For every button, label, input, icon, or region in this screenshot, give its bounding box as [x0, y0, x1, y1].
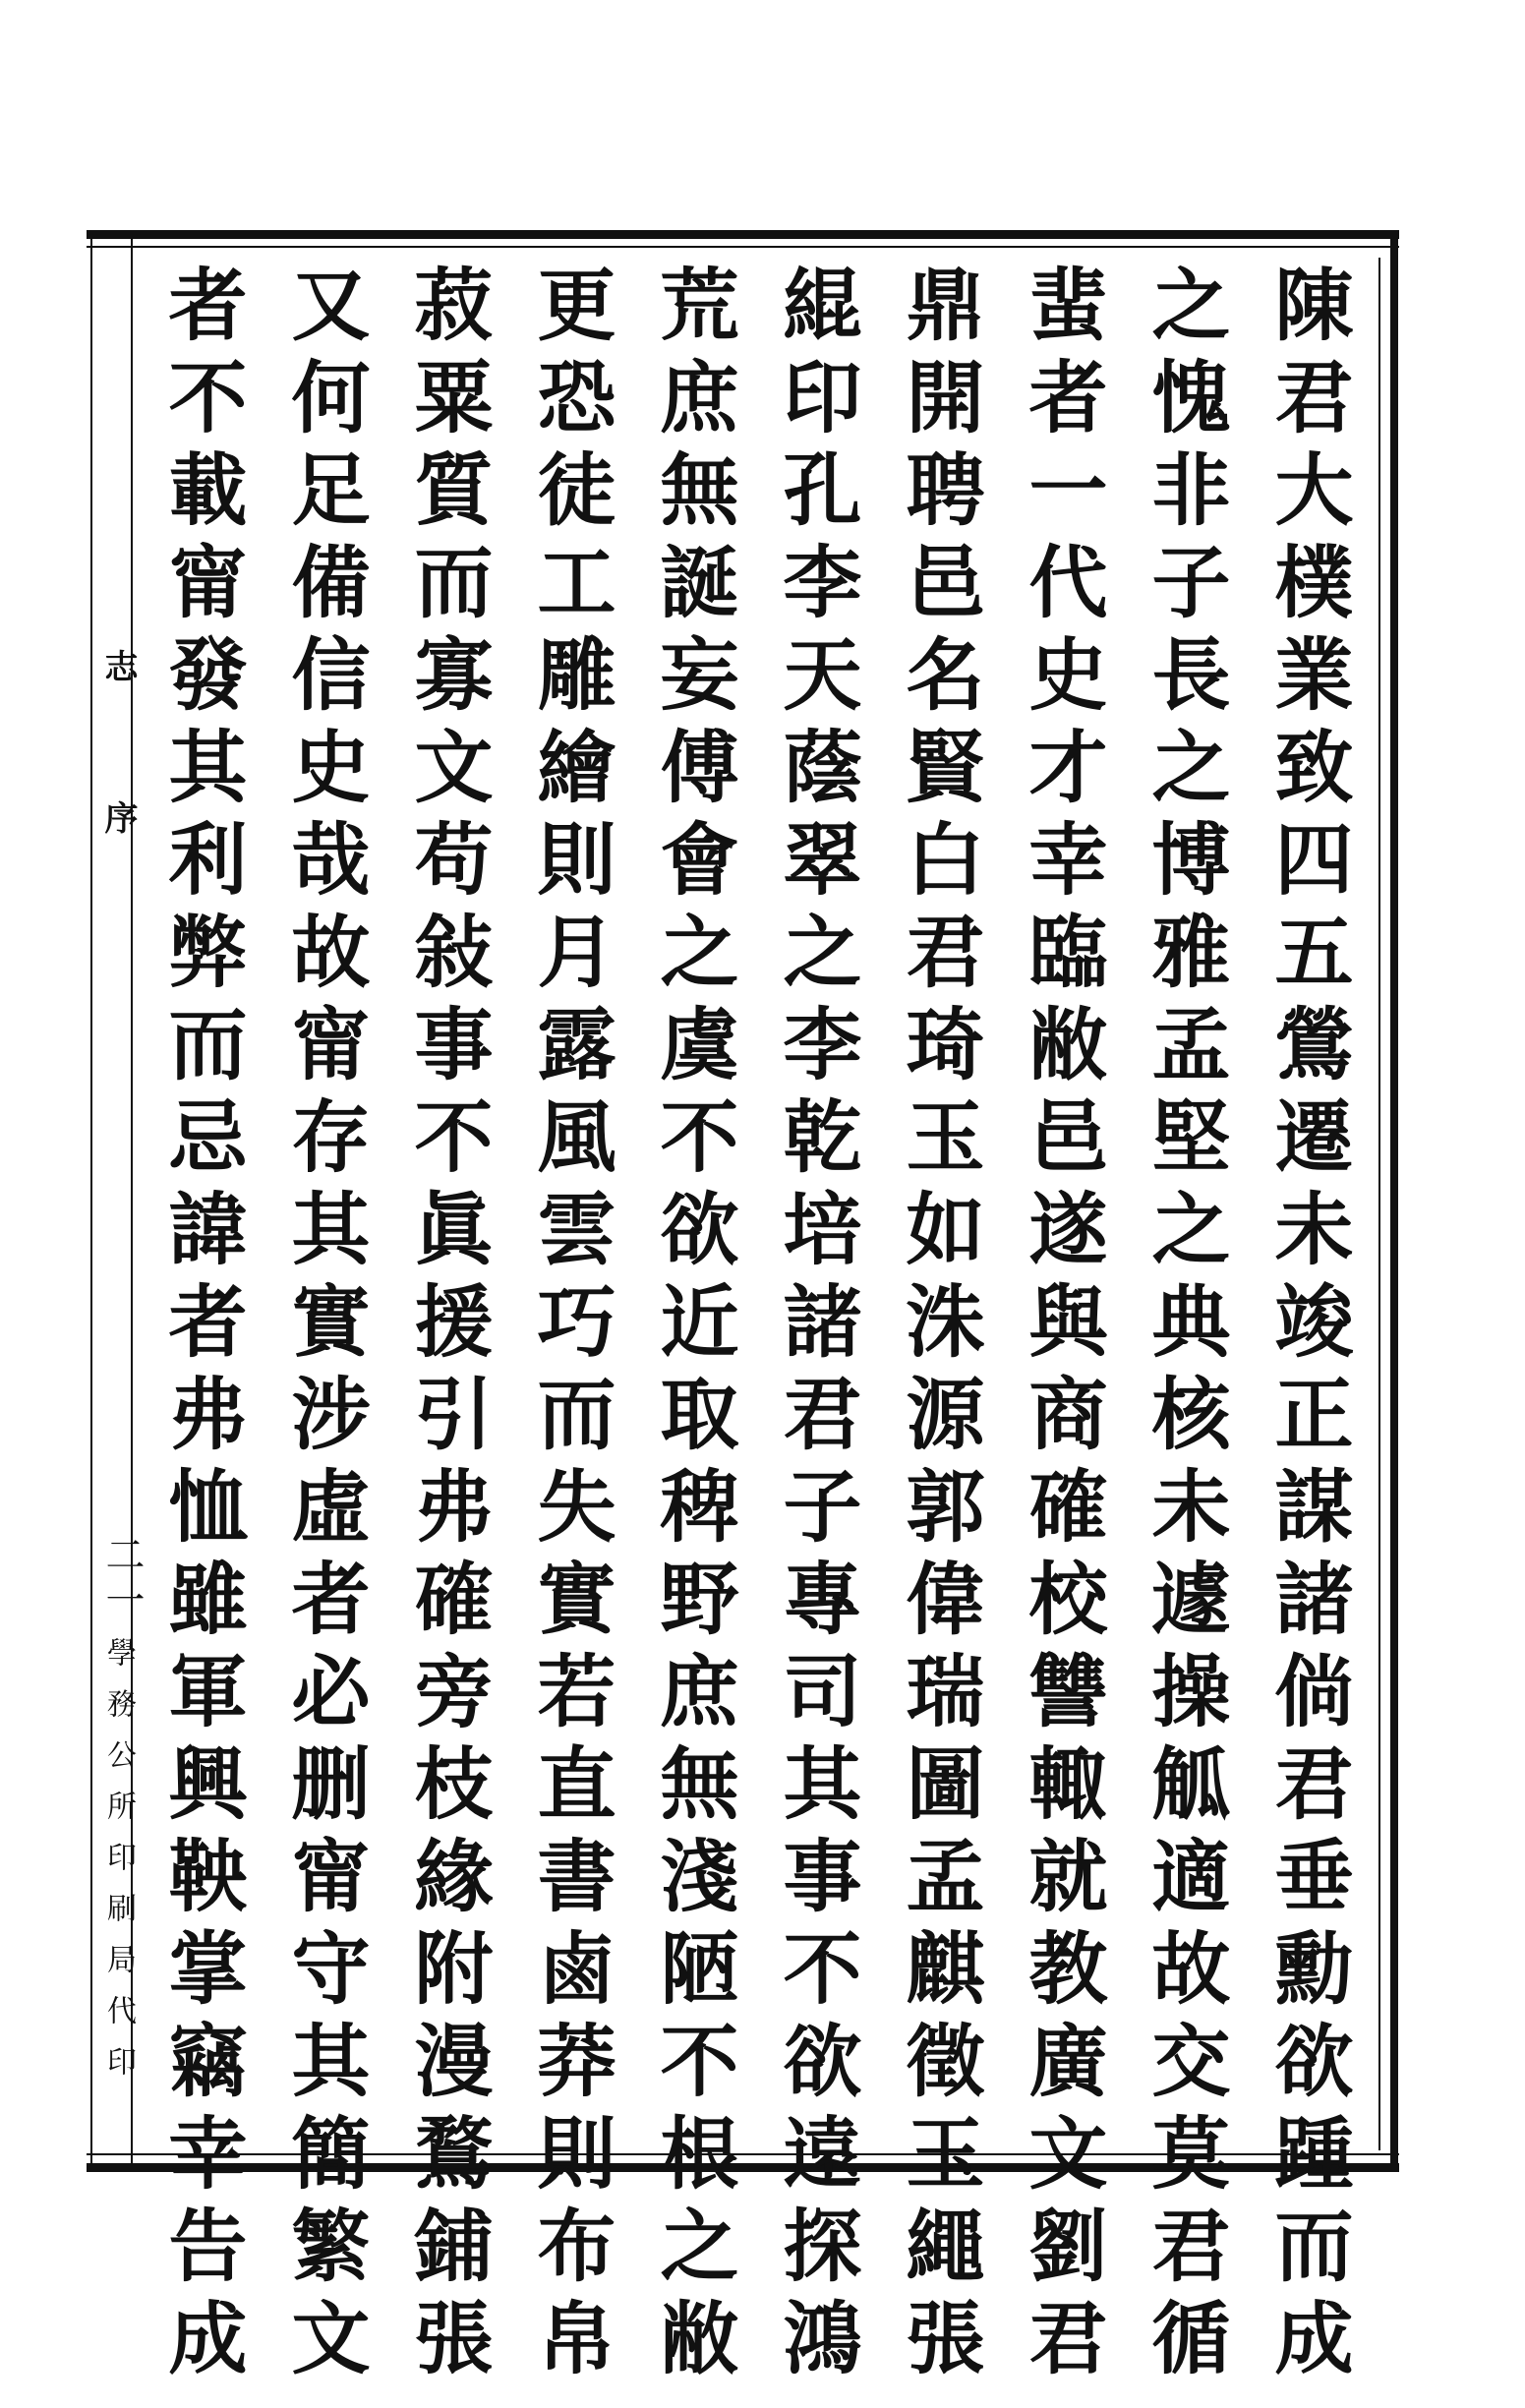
- text-column-9: 又何足備信史哉故甯存其實涉虛者必删甯守其簡繁文: [278, 264, 371, 2389]
- text-column-3: 蜚者一代史才幸臨敝邑遂與商確校讐輙就教廣文劉君: [1016, 264, 1108, 2389]
- right-border-thin: [1378, 258, 1380, 2150]
- text-column-10: 者不載甯發其利弊而忌諱者弗恤雖軍興鞅掌竊幸告成: [155, 264, 248, 2389]
- top-border-thick: [87, 230, 1399, 239]
- text-column-7: 更恐徒工雕繪則月露風雲巧而失實若直書鹵莽則布帛: [524, 264, 616, 2389]
- margin-page-number: 二一: [99, 1534, 145, 1624]
- margin-printer-imprint: 學務公所印刷局代印: [101, 1637, 136, 2097]
- text-column-5: 緄印孔李天蔭翠之李乾培諸君子專司其事不欲遠探鴻: [770, 264, 862, 2389]
- margin-section-title: 志 序: [98, 649, 138, 873]
- text-column-8: 菽粟質而寡文苟敍事不眞援引弗確旁枝緣附漫鶩鋪張: [401, 264, 494, 2389]
- text-column-4: 鼎開聘邑名賢白君琦玉如洙源郭偉瑞圖孟麒徵玉繩張: [893, 264, 985, 2389]
- top-border-thin: [87, 246, 1399, 248]
- text-column-1: 陳君大樸業致四五鶯遷未竣正謀諸倘君垂勳欲踵而成: [1261, 264, 1354, 2389]
- right-border-thick: [1390, 239, 1398, 2166]
- text-column-6: 荒庶無誕妄傅會之虞不欲近取稗野庶無淺陋不根之敝: [647, 264, 739, 2389]
- margin-column-left-line: [90, 239, 92, 2166]
- text-column-2: 之愧非子長之博雅孟堅之典核未遽操觚適故交莫君循: [1139, 264, 1231, 2389]
